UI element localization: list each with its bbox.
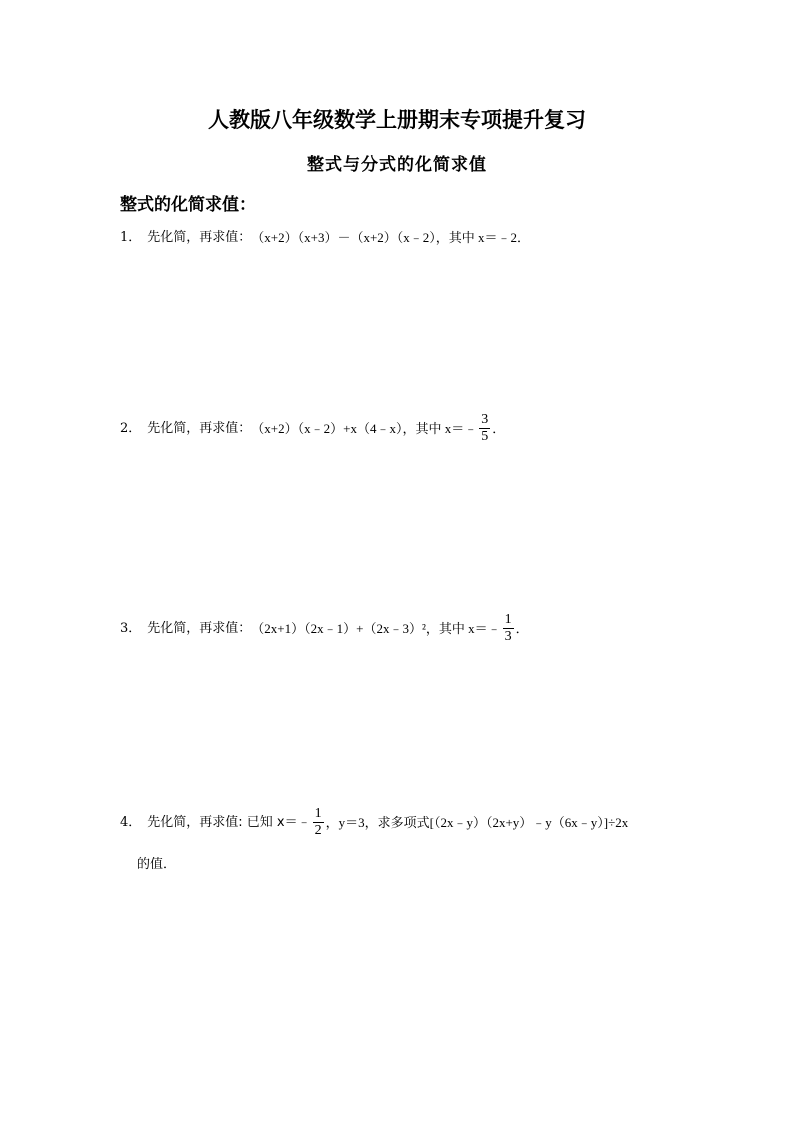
fraction-numerator: 1	[314, 806, 322, 821]
question-expression: ，y＝3，求多项式[（2x﹣y）（2x+y）﹣y（6x﹣y）]÷2x	[325, 814, 629, 830]
page-subtitle: 整式与分式的化简求值	[307, 155, 487, 175]
question-prompt: 先化简，再求值：	[147, 420, 252, 436]
fraction-numerator: 1	[504, 612, 512, 627]
fraction-denominator: 3	[504, 629, 512, 644]
fraction-denominator: 2	[314, 823, 322, 838]
question-number: 2．	[120, 420, 142, 436]
question-number: 4．	[120, 814, 142, 830]
question-1	[120, 228, 530, 248]
question-prompt: 先化简，再求值：	[147, 230, 252, 245]
question-4	[120, 806, 628, 839]
fraction	[503, 612, 514, 645]
section-heading: 整式的化简求值：	[120, 195, 256, 215]
question-prompt: 先化简，再求值: 已知 x＝﹣	[147, 814, 311, 830]
question-number: 1．	[120, 230, 142, 245]
fraction-denominator: 5	[481, 429, 489, 444]
question-expression: （2x+1）（2x﹣1）+（2x﹣3）²，其中 x＝﹣	[251, 620, 501, 636]
question-expression-end: ．	[515, 620, 529, 636]
question-prompt: 先化简，再求值：	[147, 620, 252, 636]
fraction	[479, 412, 490, 445]
question-expression: （x+2）（x﹣2）+x（4﹣x），其中 x＝﹣	[251, 420, 478, 436]
question-expression: （x+2）（x+3）－（x+2）（x﹣2），其中 x＝﹣2．	[251, 230, 531, 245]
question-expression-end: ．	[492, 420, 506, 436]
question-2	[120, 412, 505, 445]
question-number: 3．	[120, 620, 142, 636]
question-3	[120, 612, 529, 645]
fraction	[313, 806, 324, 839]
question-4-continuation: 的值．	[137, 857, 177, 872]
page-title: 人教版八年级数学上册期末专项提升复习	[208, 108, 586, 132]
fraction-numerator: 3	[481, 412, 489, 427]
